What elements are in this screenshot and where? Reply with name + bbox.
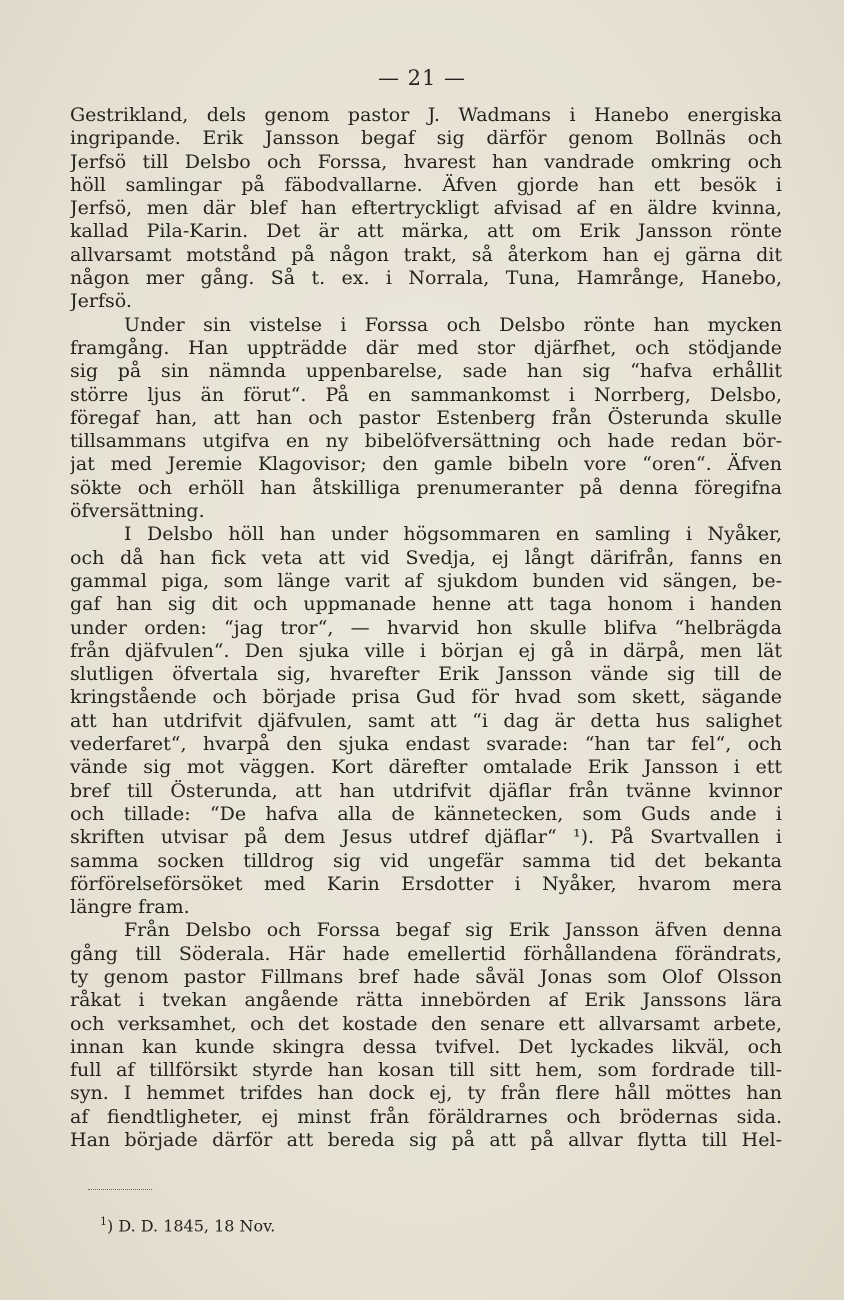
text-line: syn. I hemmet trifdes han dock ej, ty från flere håll möttes han — [70, 1082, 782, 1105]
text-line: höll samlingar på fäbodvallarne. Äfven gjorde han ett besök i — [70, 173, 782, 196]
text-line: Under sin vistelse i Forssa och Delsbo rönte han mycken — [124, 313, 782, 336]
footnote — [100, 1212, 275, 1236]
text-line: kallad Pila-Karin. Det är att märka, att om Erik Jansson rönte — [70, 220, 782, 243]
text-line: förförelseförsöket med Karin Ersdotter i Nyåker, hvarom mera — [70, 872, 782, 895]
text-line: och verksamhet, och det kostade den senare ett allvarsamt arbete, — [70, 1012, 782, 1035]
text-line: gaf han sig dit och uppmanade henne att taga honom i handen — [70, 593, 782, 616]
page-number: — 21 — — [377, 66, 467, 90]
text-line: större ljus än förut“. På en sammankomst i Norrberg, Delsbo, — [70, 383, 782, 406]
footnote-separator — [88, 1189, 152, 1190]
text-line: samma socken tilldrog sig vid ungefär samma tid det bekanta — [70, 849, 782, 872]
text-line: I Delsbo höll han under högsommaren en samling i Nyåker, — [124, 523, 782, 546]
text-line: sökte och erhöll han åtskilliga prenumeranter på denna föregifna — [70, 476, 782, 499]
text-line: vederfaret“, hvarpå den sjuka endast svarade: “han tar fel“, och — [70, 733, 782, 756]
text-line: af fiendtligheter, ej minst från föräldrarnes och brödernas sida. — [70, 1105, 782, 1128]
text-line: gammal piga, som länge varit af sjukdom bunden vid sängen, be- — [70, 569, 782, 592]
footnote-marker: 1 — [100, 1215, 107, 1228]
text-line: Från Delsbo och Forssa begaf sig Erik Jansson äfven denna — [124, 919, 782, 942]
text-line: Gestrikland, dels genom pastor J. Wadmans i Hanebo energiska — [70, 104, 782, 126]
text-line: jat med Jeremie Klagovisor; den gamle bibeln vore “oren“. Äfven — [70, 453, 782, 476]
text-line: full af tillförsikt styrde han kosan till sitt hem, som fordrade till- — [70, 1059, 782, 1082]
text-line: tillsammans utgifva en ny bibelöfversättning och hade redan bör- — [70, 430, 782, 453]
text-line: Jerfsö. — [70, 290, 132, 313]
text-line: Jerfsö till Delsbo och Forssa, hvarest han vandrade omkring och — [70, 150, 782, 173]
text-line: öfversättning. — [70, 500, 205, 523]
text-line: vände sig mot väggen. Kort därefter omtalade Erik Jansson i ett — [70, 756, 782, 779]
text-line: Han började därför att bereda sig på att på allvar flytta till Hel- — [70, 1129, 782, 1152]
text-line: föregaf han, att han och pastor Estenberg från Österunda skulle — [70, 406, 782, 429]
text-line: ingripande. Erik Jansson begaf sig därför genom Bollnäs och — [70, 127, 782, 150]
text-line: bref till Österunda, att han utdrifvit djäflar från tvänne kvinnor — [70, 779, 782, 802]
text-line: ty genom pastor Fillmans bref hade såväl Jonas som Olof Olsson — [70, 965, 782, 988]
text-line: Jerfsö, men där blef han eftertryckligt afvisad af en äldre kvinna, — [70, 197, 782, 220]
text-line: råkat i tvekan angående rätta innebörden af Erik Janssons lära — [70, 989, 782, 1012]
text-line: innan kan kunde skingra dessa tvifvel. Det lyckades likväl, och — [70, 1035, 782, 1058]
text-line: sig på sin nämnda uppenbarelse, sade han sig “hafva erhållit — [70, 360, 782, 383]
text-line: från djäfvulen“. Den sjuka ville i början ej gå in därpå, men lät — [70, 639, 782, 662]
text-line: gång till Söderala. Här hade emellertid förhållandena förändrats, — [70, 942, 782, 965]
text-line: och då han fick veta att vid Svedja, ej långt därifrån, fanns en — [70, 546, 782, 569]
text-line: kringstående och började prisa Gud för hvad som skett, sägande — [70, 686, 782, 709]
footnote-text: ) D. D. 1845, 18 Nov. — [107, 1216, 276, 1236]
text-line: längre fram. — [70, 896, 190, 919]
text-line: framgång. Han uppträdde där med stor djärfhet, och stödjande — [70, 336, 782, 359]
text-line: slutligen öfvertala sig, hvarefter Erik Jansson vände sig till de — [70, 663, 782, 686]
body-text — [70, 104, 782, 1152]
text-line: skriften utvisar på dem Jesus utdref djäflar“ ¹). På Svartvallen i — [70, 826, 782, 849]
text-line: under orden: “jag tror“, — hvarvid hon skulle blifva “helbrägda — [70, 616, 782, 639]
text-line: att han utdrifvit djäfvulen, samt att “i dag är detta hus salighet — [70, 709, 782, 732]
text-line: och tillade: “De hafva alla de kännetecken, som Guds ande i — [70, 802, 782, 825]
text-line: någon mer gång. Så t. ex. i Norrala, Tuna, Hamrånge, Hanebo, — [70, 267, 782, 290]
text-line: allvarsamt motstånd på någon trakt, så återkom han ej gärna dit — [70, 243, 782, 266]
